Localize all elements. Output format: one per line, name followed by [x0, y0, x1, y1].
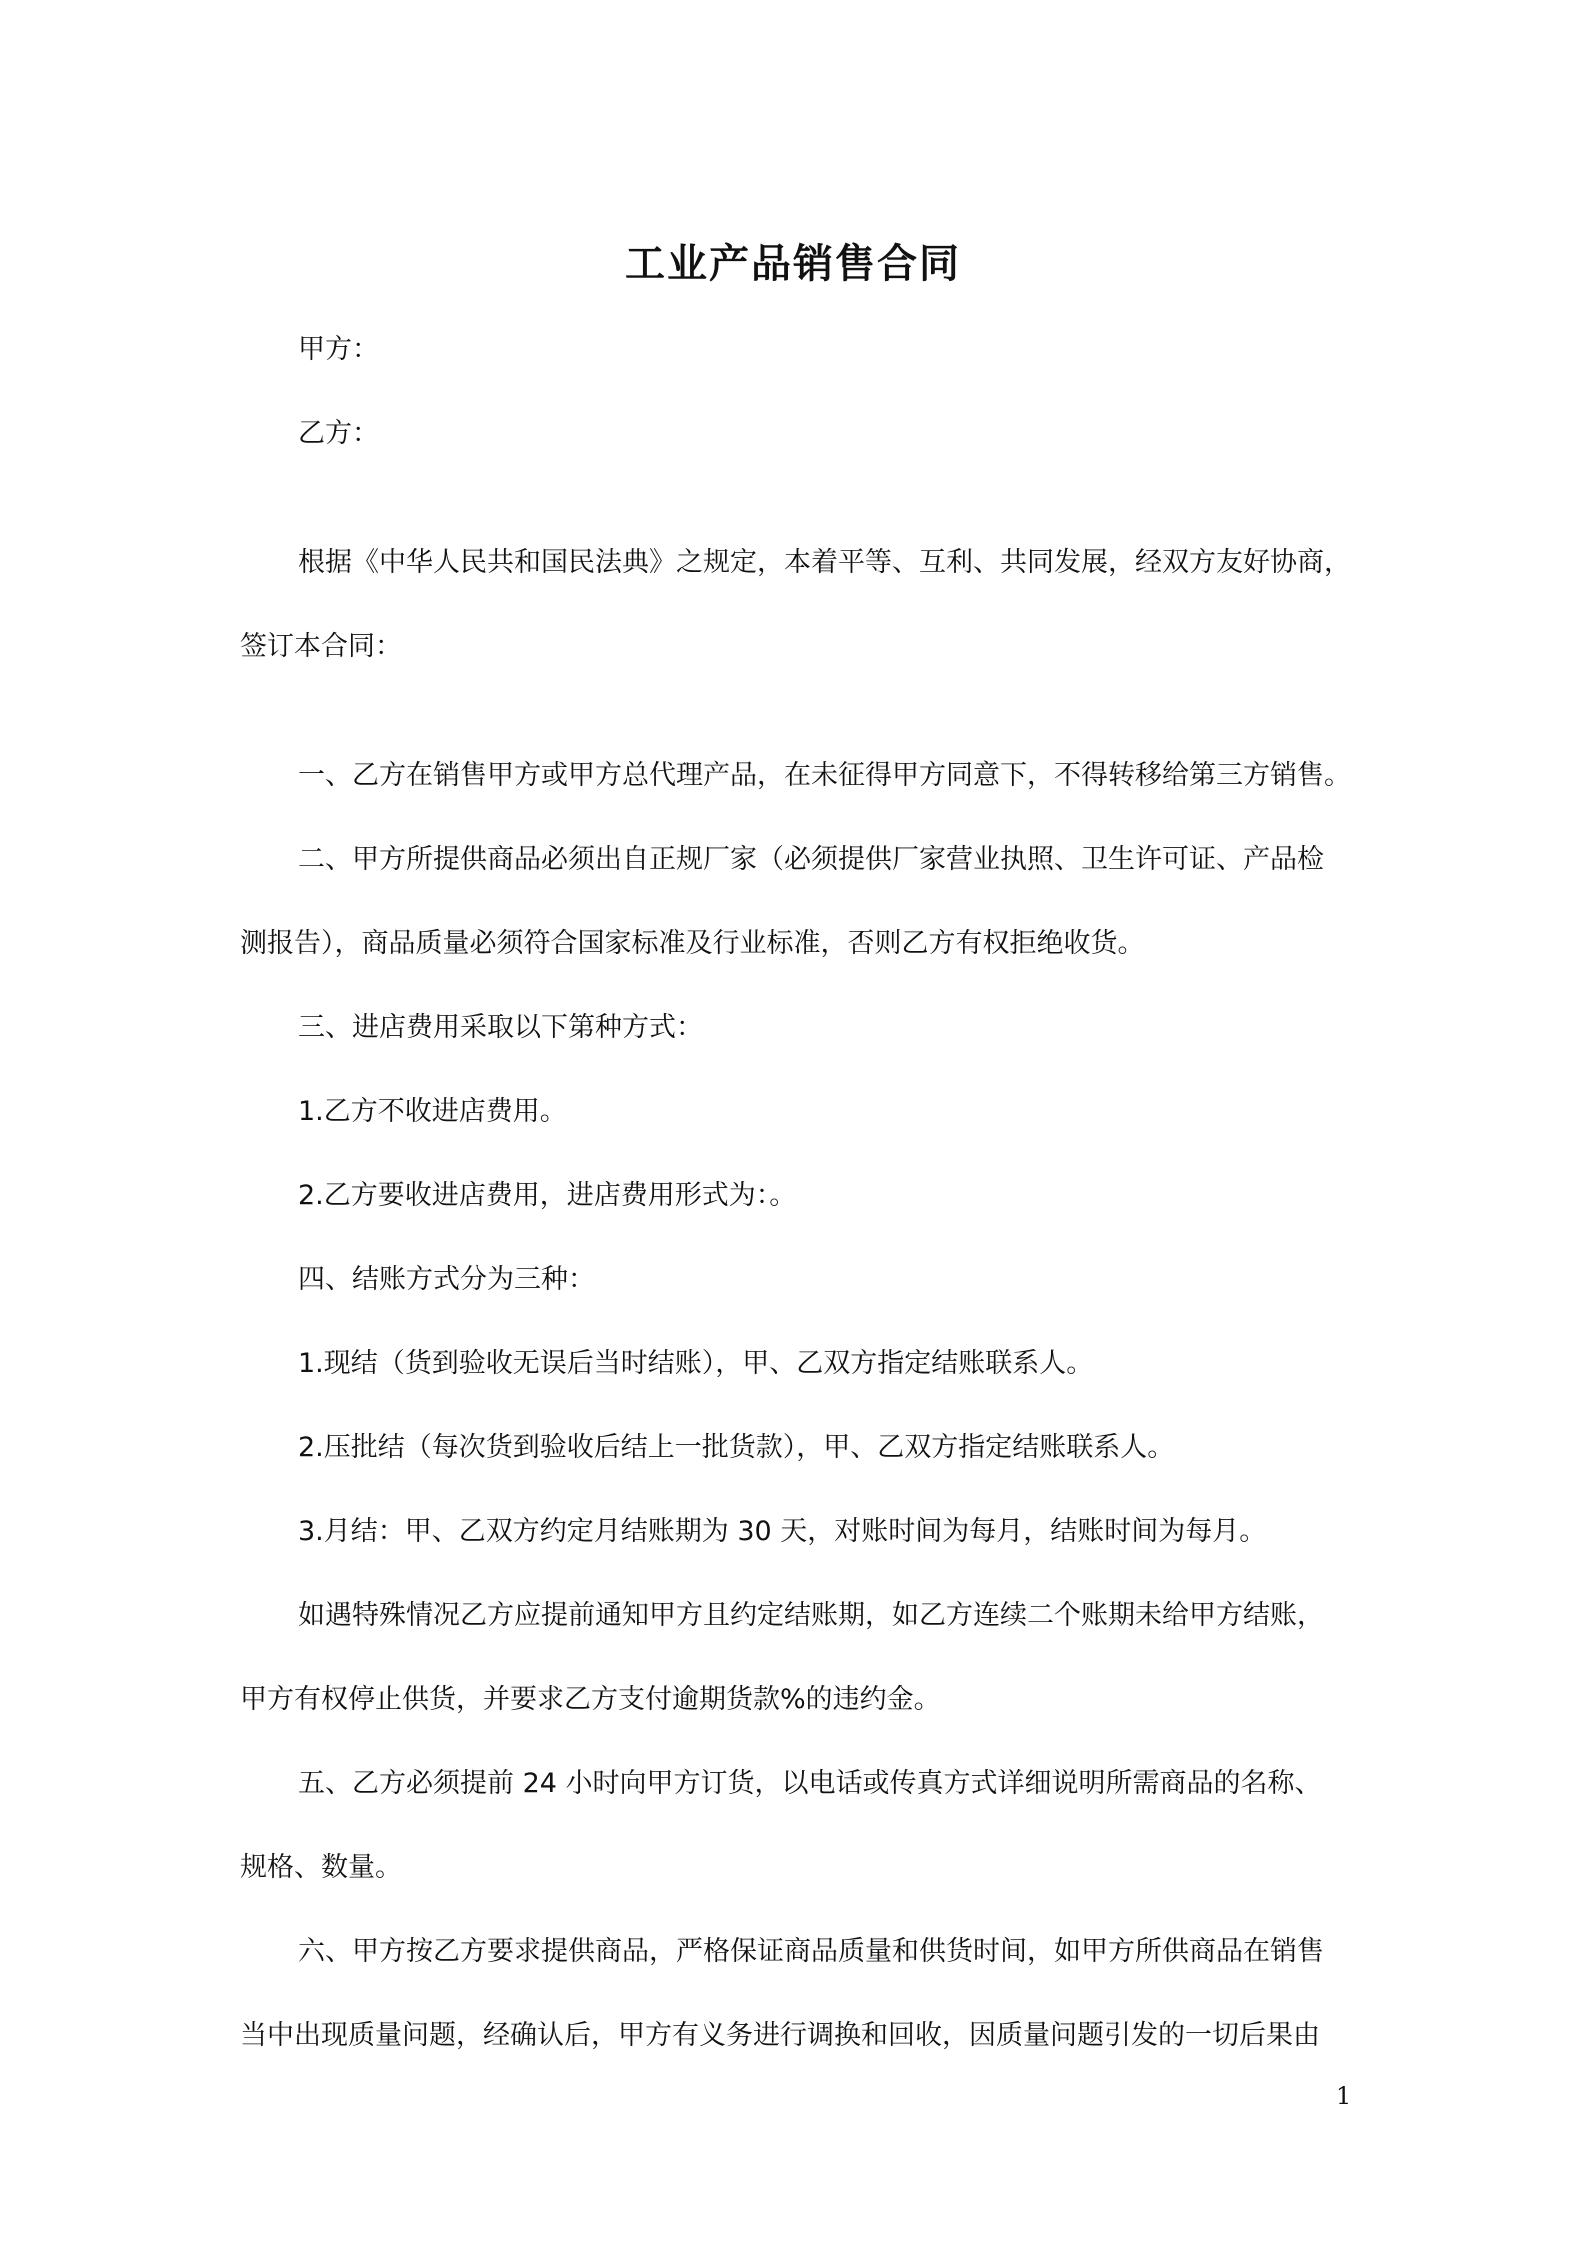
document-title: 工业产品销售合同	[625, 241, 961, 287]
clause-3-item-2: 2.乙方要收进店费用，进店费用形式为：。	[298, 1180, 797, 1211]
clause-6-line-1: 六、甲方按乙方要求提供商品，严格保证商品质量和供货时间，如甲方所供商品在销售	[298, 1936, 1324, 1967]
clause-1: 一、乙方在销售甲方或甲方总代理产品，在未征得甲方同意下，不得转移给第三方销售。	[298, 760, 1351, 791]
clause-4-heading: 四、结账方式分为三种：	[298, 1264, 595, 1295]
clause-6-line-2: 当中出现质量问题，经确认后，甲方有义务进行调换和回收，因质量问题引发的一切后果由	[240, 2020, 1320, 2051]
clause-5-line-1: 五、乙方必须提前 24 小时向甲方订货，以电话或传真方式详细说明所需商品的名称、	[298, 1768, 1322, 1799]
preamble-line-2: 签订本合同：	[240, 631, 402, 662]
party-b-label: 乙方：	[298, 418, 379, 449]
clause-5-line-2: 规格、数量。	[240, 1852, 402, 1883]
clause-3-item-1: 1.乙方不收进店费用。	[298, 1096, 567, 1127]
clause-2-line-1: 二、甲方所提供商品必须出自正规厂家（必须提供厂家营业执照、卫生许可证、产品检	[298, 844, 1324, 875]
clause-4-note-line-1: 如遇特殊情况乙方应提前通知甲方且约定结账期，如乙方连续二个账期未给甲方结账，	[298, 1600, 1324, 1631]
clause-4-item-1: 1.现结（货到验收无误后当时结账），甲、乙双方指定结账联系人。	[298, 1348, 1094, 1379]
page-number: 1	[1336, 2082, 1352, 2110]
preamble-line-1: 根据《中华人民共和国民法典》之规定，本着平等、互利、共同发展，经双方友好协商，	[298, 547, 1351, 578]
clause-4-item-3: 3.月结：甲、乙双方约定月结账期为 30 天，对账时间为每月，结账时间为每月。	[298, 1516, 1267, 1547]
clause-4-item-2: 2.压批结（每次货到验收后结上一批货款），甲、乙双方指定结账联系人。	[298, 1432, 1175, 1463]
clause-3-heading: 三、进店费用采取以下第种方式：	[298, 1012, 703, 1043]
party-a-label: 甲方：	[298, 334, 379, 365]
clause-4-note-line-2: 甲方有权停止供货，并要求乙方支付逾期货款%的违约金。	[240, 1684, 941, 1715]
clause-2-line-2: 测报告），商品质量必须符合国家标准及行业标准，否则乙方有权拒绝收货。	[240, 928, 1145, 959]
